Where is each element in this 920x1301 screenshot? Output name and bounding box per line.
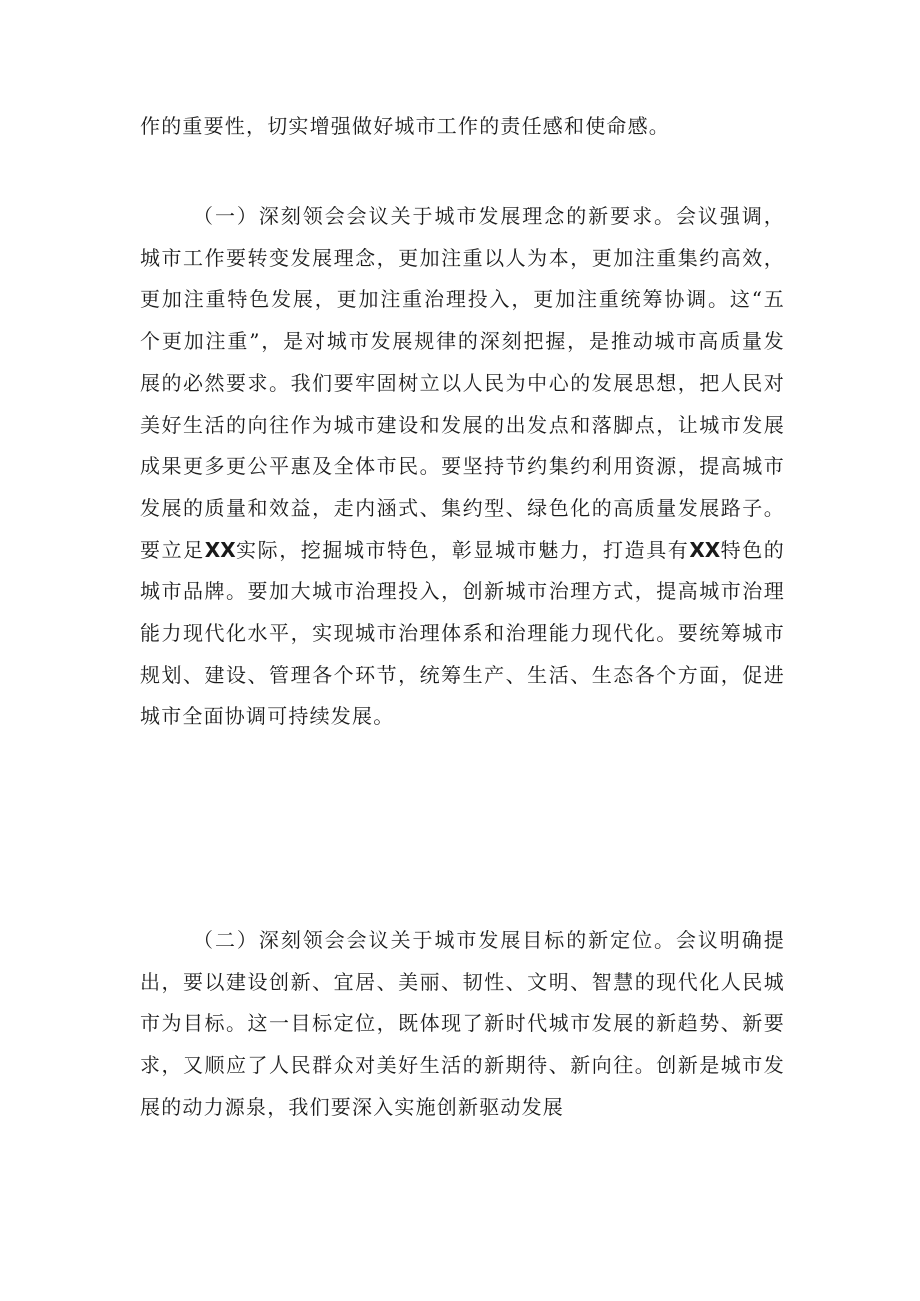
paragraph-text-segment: 实际，挖掘城市特色，彰显城市魅力，打造具有 xyxy=(235,537,690,562)
paragraph-development-goal: （二）深刻领会会议关于城市发展目标的新定位。会议明确提出，要以建设创新、宜居、美丽、韧性、文明、智慧的现代化人民城市为目标。这一目标定位，既体现了新时代城市发展的新趋势、新要求，又顺应了人民群众对美好生活的新期待、新向往。创新是城市发展的动力源泉，我们要深入实施创新驱动发展 xyxy=(140,928,785,1119)
paragraph-text-segment: （一）深刻领会会议关于城市发展理念的新要求。会议强调，城市工作要转变发展理念，更加注重以人为本，更加注重集约高效，更加注重特色发展，更加注重治理投入，更加注重统筹协调。这“五个更加注重”，是对城市发展规律的深刻把握，是推动城市高质量发展的必然要求。我们要牢固树立以人民为中心的发展思想，把人民对美好生活的向往作为城市建设和发展的出发点和落脚点，让城市发展成果更多更公平惠及全体市民。要坚持节约集约利用资源，提高城市发展的质量和效益，走内涵式、集约型、绿色化的高质量发展路子。要立足 xyxy=(140,204,785,562)
paragraph-development-concept xyxy=(140,196,785,738)
placeholder-xx: XX xyxy=(689,537,721,562)
paragraph-text-segment: 特色的城市品牌。要加大城市治理投入，创新城市治理方式，提高城市治理能力现代化水平，实现城市治理体系和治理能力现代化。要统筹城市规划、建设、管理各个环节，统筹生产、生活、生态各个方面，促进城市全面协调可持续发展。 xyxy=(140,537,786,729)
placeholder-xx: XX xyxy=(204,537,236,562)
paragraph-continuation: 作的重要性，切实增强做好城市工作的责任感和使命感。 xyxy=(140,114,670,138)
